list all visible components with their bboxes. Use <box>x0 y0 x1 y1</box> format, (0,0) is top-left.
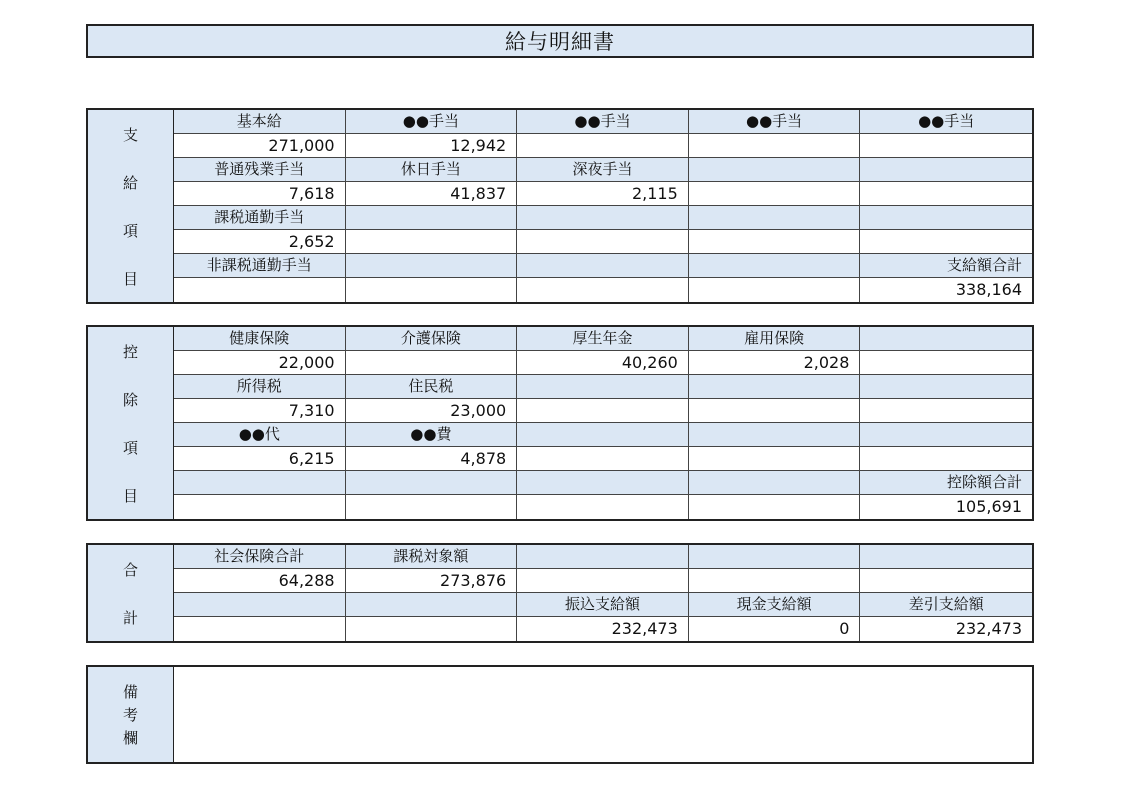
item-label-cell <box>860 423 1032 447</box>
deductions-side-label <box>88 327 174 519</box>
side-char: 控 <box>122 342 138 361</box>
side-char: 欄 <box>122 729 138 747</box>
amount-cell[interactable]: 2,652 <box>174 230 346 254</box>
amount-cell[interactable]: 232,473 <box>860 617 1032 641</box>
item-label-cell <box>346 471 518 495</box>
item-label-cell: 課税通勤手当 <box>174 206 346 230</box>
item-label-cell: 差引支給額 <box>860 593 1032 617</box>
item-label-cell: 控除額合計 <box>860 471 1032 495</box>
side-char: 目 <box>122 269 138 288</box>
item-label-cell <box>689 423 861 447</box>
amount-cell[interactable] <box>689 134 861 158</box>
item-label-cell: 住民税 <box>346 375 518 399</box>
item-label-cell: ●●費 <box>346 423 518 447</box>
item-label-cell <box>174 471 346 495</box>
side-char: 除 <box>122 390 138 409</box>
totals-grid <box>174 545 1032 641</box>
item-label-cell <box>689 545 861 569</box>
item-label-cell <box>689 375 861 399</box>
totals-section <box>86 543 1034 643</box>
amount-cell[interactable]: 4,878 <box>346 447 518 471</box>
side-char: 給 <box>122 173 138 192</box>
amount-cell[interactable]: 41,837 <box>346 182 518 206</box>
amount-cell[interactable] <box>174 495 346 519</box>
amount-cell[interactable]: 40,260 <box>517 351 689 375</box>
item-label-cell <box>174 593 346 617</box>
remarks-field[interactable] <box>174 667 1032 762</box>
payments-section <box>86 108 1034 304</box>
amount-cell[interactable] <box>517 278 689 302</box>
amount-cell[interactable] <box>346 495 518 519</box>
item-label-cell <box>517 206 689 230</box>
item-label-cell: ●●手当 <box>860 110 1032 134</box>
amount-cell[interactable] <box>860 399 1032 423</box>
item-label-cell <box>689 158 861 182</box>
amount-cell[interactable] <box>860 182 1032 206</box>
item-label-cell: 所得税 <box>174 375 346 399</box>
item-label-cell <box>689 254 861 278</box>
item-label-cell <box>346 254 518 278</box>
item-label-cell: 非課税通勤手当 <box>174 254 346 278</box>
item-label-cell: 普通残業手当 <box>174 158 346 182</box>
amount-cell[interactable] <box>346 230 518 254</box>
item-label-cell: ●●手当 <box>346 110 518 134</box>
amount-cell[interactable] <box>517 134 689 158</box>
side-char: 項 <box>122 438 138 457</box>
amount-cell[interactable] <box>860 351 1032 375</box>
side-char: 目 <box>122 486 138 505</box>
amount-cell[interactable] <box>689 230 861 254</box>
side-char: 合 <box>122 560 138 579</box>
item-label-cell: 厚生年金 <box>517 327 689 351</box>
amount-cell[interactable] <box>174 617 346 641</box>
amount-cell[interactable] <box>689 278 861 302</box>
amount-cell[interactable] <box>860 134 1032 158</box>
item-label-cell <box>860 206 1032 230</box>
amount-cell[interactable] <box>860 230 1032 254</box>
item-label-cell: ●●代 <box>174 423 346 447</box>
side-char: 項 <box>122 221 138 240</box>
item-label-cell: 基本給 <box>174 110 346 134</box>
remarks-section <box>86 665 1034 764</box>
item-label-cell: 雇用保険 <box>689 327 861 351</box>
item-label-cell: 健康保険 <box>174 327 346 351</box>
payments-grid <box>174 110 1032 302</box>
amount-cell[interactable]: 7,618 <box>174 182 346 206</box>
item-label-cell <box>860 158 1032 182</box>
item-label-cell <box>517 471 689 495</box>
amount-cell[interactable] <box>689 569 861 593</box>
amount-cell[interactable]: 7,310 <box>174 399 346 423</box>
amount-cell[interactable]: 105,691 <box>860 495 1032 519</box>
deductions-grid <box>174 327 1032 519</box>
amount-cell[interactable] <box>860 447 1032 471</box>
amount-cell[interactable] <box>860 569 1032 593</box>
amount-cell[interactable] <box>689 399 861 423</box>
item-label-cell: 社会保険合計 <box>174 545 346 569</box>
side-char: 計 <box>122 608 138 627</box>
item-label-cell <box>517 423 689 447</box>
amount-cell[interactable] <box>174 278 346 302</box>
amount-cell[interactable] <box>517 230 689 254</box>
amount-cell[interactable]: 6,215 <box>174 447 346 471</box>
remarks-side-label <box>88 667 174 762</box>
amount-cell[interactable] <box>517 569 689 593</box>
amount-cell[interactable]: 23,000 <box>346 399 518 423</box>
item-label-cell <box>689 471 861 495</box>
amount-cell[interactable] <box>689 182 861 206</box>
amount-cell[interactable] <box>517 399 689 423</box>
amount-cell[interactable] <box>689 495 861 519</box>
document-title: 給与明細書 <box>86 24 1034 58</box>
item-label-cell: ●●手当 <box>689 110 861 134</box>
item-label-cell <box>517 254 689 278</box>
item-label-cell <box>689 206 861 230</box>
deductions-section <box>86 325 1034 521</box>
amount-cell[interactable]: 22,000 <box>174 351 346 375</box>
item-label-cell: 振込支給額 <box>517 593 689 617</box>
item-label-cell <box>860 327 1032 351</box>
amount-cell[interactable]: 273,876 <box>346 569 518 593</box>
side-char: 考 <box>122 706 138 724</box>
item-label-cell <box>517 545 689 569</box>
amount-cell[interactable] <box>689 447 861 471</box>
amount-cell[interactable] <box>346 617 518 641</box>
amount-cell[interactable]: 338,164 <box>860 278 1032 302</box>
item-label-cell: 支給額合計 <box>860 254 1032 278</box>
amount-cell[interactable] <box>517 447 689 471</box>
amount-cell[interactable]: 2,115 <box>517 182 689 206</box>
item-label-cell: 深夜手当 <box>517 158 689 182</box>
amount-cell[interactable]: 64,288 <box>174 569 346 593</box>
item-label-cell <box>860 375 1032 399</box>
item-label-cell <box>517 375 689 399</box>
amount-cell[interactable] <box>346 351 518 375</box>
amount-cell[interactable]: 0 <box>689 617 861 641</box>
side-char: 備 <box>122 683 138 701</box>
amount-cell[interactable]: 12,942 <box>346 134 518 158</box>
amount-cell[interactable]: 2,028 <box>689 351 861 375</box>
item-label-cell <box>346 206 518 230</box>
amount-cell[interactable]: 232,473 <box>517 617 689 641</box>
item-label-cell: 介護保険 <box>346 327 518 351</box>
amount-cell[interactable] <box>346 278 518 302</box>
side-char: 支 <box>122 125 138 144</box>
item-label-cell: 課税対象額 <box>346 545 518 569</box>
amount-cell[interactable] <box>517 495 689 519</box>
item-label-cell <box>860 545 1032 569</box>
payments-side-label <box>88 110 174 302</box>
item-label-cell: 現金支給額 <box>689 593 861 617</box>
amount-cell[interactable]: 271,000 <box>174 134 346 158</box>
item-label-cell: 休日手当 <box>346 158 518 182</box>
totals-side-label <box>88 545 174 641</box>
item-label-cell <box>346 593 518 617</box>
item-label-cell: ●●手当 <box>517 110 689 134</box>
